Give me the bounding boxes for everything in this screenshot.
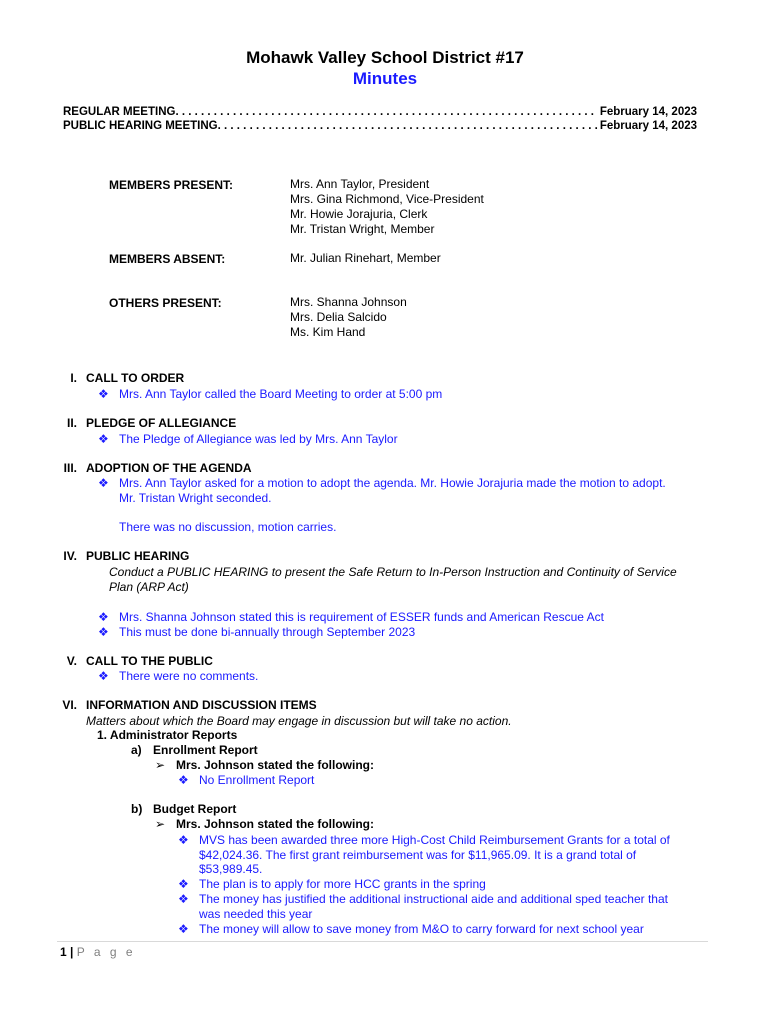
budget-item-line: The money has justified the additional instructional aide and additional sped teacher that bbox=[199, 892, 668, 906]
leader-dots bbox=[175, 106, 597, 118]
section-title-agenda: ADOPTION OF THE AGENDA bbox=[86, 461, 252, 475]
section-number: II. bbox=[66, 416, 77, 430]
other-name: Mrs. Delia Salcido bbox=[290, 310, 387, 324]
members-absent-label: MEMBERS ABSENT: bbox=[109, 252, 226, 266]
members-absent-list bbox=[290, 251, 441, 266]
member-name: Mr. Tristan Wright, Member bbox=[290, 222, 435, 236]
diamond-bullet-icon: ❖ bbox=[98, 387, 109, 401]
subitem-letter: b) bbox=[131, 802, 143, 816]
public-hearing-item: This must be done bi-annually through September 2023 bbox=[119, 625, 416, 639]
meeting-date: February 14, 2023 bbox=[599, 106, 697, 118]
budget-item-line: $42,024.36. The first grant reimbursement was for $11,965.09. It is a grand total of bbox=[199, 848, 637, 862]
arrow-bullet-icon: ➢ bbox=[155, 817, 166, 831]
other-name: Ms. Kim Hand bbox=[290, 325, 366, 339]
diamond-bullet-icon: ❖ bbox=[98, 669, 109, 683]
diamond-bullet-icon: ❖ bbox=[178, 922, 189, 936]
diamond-bullet-icon: ❖ bbox=[178, 833, 189, 847]
budget-item-line: The plan is to apply for more HCC grants in the spring bbox=[199, 877, 486, 891]
meeting-label: PUBLIC HEARING MEETING bbox=[63, 120, 218, 132]
administrator-reports-heading: 1. Administrator Reports bbox=[97, 728, 238, 742]
arrow-bullet-icon: ➢ bbox=[155, 758, 166, 772]
diamond-bullet-icon: ❖ bbox=[178, 892, 189, 906]
public-hearing-desc-line2: Plan (ARP Act) bbox=[109, 580, 189, 594]
section-title-public-hearing: PUBLIC HEARING bbox=[86, 549, 190, 563]
budget-stated: Mrs. Johnson stated the following: bbox=[176, 817, 374, 831]
others-present-list bbox=[290, 295, 407, 340]
budget-item-line: $53,989.45. bbox=[199, 862, 263, 876]
agenda-note: There was no discussion, motion carries. bbox=[119, 520, 337, 534]
budget-item-line: The money will allow to save money from M&O to carry forward for next school year bbox=[199, 922, 644, 936]
public-hearing-item: Mrs. Shanna Johnson stated this is requirement of ESSER funds and American Rescue Act bbox=[119, 610, 604, 624]
member-name: Mr. Howie Jorajuria, Clerk bbox=[290, 207, 428, 221]
agenda-item-line2: Mr. Tristan Wright seconded. bbox=[119, 491, 272, 505]
pledge-item: The Pledge of Allegiance was led by Mrs. Ann Taylor bbox=[119, 432, 398, 446]
section-title-information: INFORMATION AND DISCUSSION ITEMS bbox=[86, 698, 317, 712]
budget-item-line: was needed this year bbox=[199, 907, 313, 921]
call-to-order-item: Mrs. Ann Taylor called the Board Meeting to order at 5:00 pm bbox=[119, 387, 443, 401]
diamond-bullet-icon: ❖ bbox=[98, 432, 109, 446]
page-word: P a g e bbox=[76, 945, 136, 959]
diamond-bullet-icon: ❖ bbox=[98, 625, 109, 639]
others-present-label: OTHERS PRESENT: bbox=[109, 296, 222, 310]
section-number: III. bbox=[63, 461, 77, 475]
information-desc: Matters about which the Board may engage in discussion but will take no action. bbox=[86, 714, 512, 728]
footer-rule bbox=[57, 941, 708, 942]
diamond-bullet-icon: ❖ bbox=[178, 773, 189, 787]
member-name: Mrs. Ann Taylor, President bbox=[290, 177, 430, 191]
enrollment-stated: Mrs. Johnson stated the following: bbox=[176, 758, 374, 772]
leader-dots bbox=[218, 120, 598, 132]
page-separator: | bbox=[70, 945, 74, 959]
section-title-call-to-order: CALL TO ORDER bbox=[86, 371, 185, 385]
enrollment-report-heading: Enrollment Report bbox=[153, 743, 258, 757]
diamond-bullet-icon: ❖ bbox=[98, 610, 109, 624]
public-hearing-desc-line1: Conduct a PUBLIC HEARING to present the Safe Return to In-Person Instruction and Continuity of Service bbox=[109, 565, 677, 579]
agenda-item-line1: Mrs. Ann Taylor asked for a motion to adopt the agenda. Mr. Howie Jorajuria made the motion to adopt. bbox=[119, 476, 666, 490]
members-present-label: MEMBERS PRESENT: bbox=[109, 178, 234, 192]
subitem-letter: a) bbox=[131, 743, 142, 757]
page-title: Mohawk Valley School District #17 bbox=[246, 48, 524, 67]
section-title-pledge: PLEDGE OF ALLEGIANCE bbox=[86, 416, 237, 430]
page-number: 1 bbox=[60, 945, 67, 959]
meeting-line-public-hearing bbox=[63, 120, 697, 132]
member-name: Mrs. Gina Richmond, Vice-President bbox=[290, 192, 484, 206]
page-subtitle: Minutes bbox=[352, 69, 418, 88]
meeting-line-regular bbox=[63, 106, 697, 118]
budget-report-heading: Budget Report bbox=[153, 802, 237, 816]
call-to-public-item: There were no comments. bbox=[119, 669, 259, 683]
section-number: IV. bbox=[63, 549, 77, 563]
diamond-bullet-icon: ❖ bbox=[178, 877, 189, 891]
members-present-list bbox=[290, 177, 484, 237]
other-name: Mrs. Shanna Johnson bbox=[290, 295, 407, 309]
budget-item-line: MVS has been awarded three more High-Cost Child Reimbursement Grants for a total of bbox=[199, 833, 670, 847]
enrollment-item: No Enrollment Report bbox=[199, 773, 315, 787]
footer-page-number bbox=[60, 945, 136, 959]
section-number: I. bbox=[70, 371, 77, 385]
section-number: V. bbox=[66, 654, 77, 668]
meeting-date: February 14, 2023 bbox=[599, 120, 697, 132]
section-number: VI. bbox=[62, 698, 77, 712]
meeting-label: REGULAR MEETING bbox=[63, 106, 176, 118]
section-title-call-to-public: CALL TO THE PUBLIC bbox=[86, 654, 213, 668]
diamond-bullet-icon: ❖ bbox=[98, 476, 109, 490]
member-name: Mr. Julian Rinehart, Member bbox=[290, 251, 441, 265]
